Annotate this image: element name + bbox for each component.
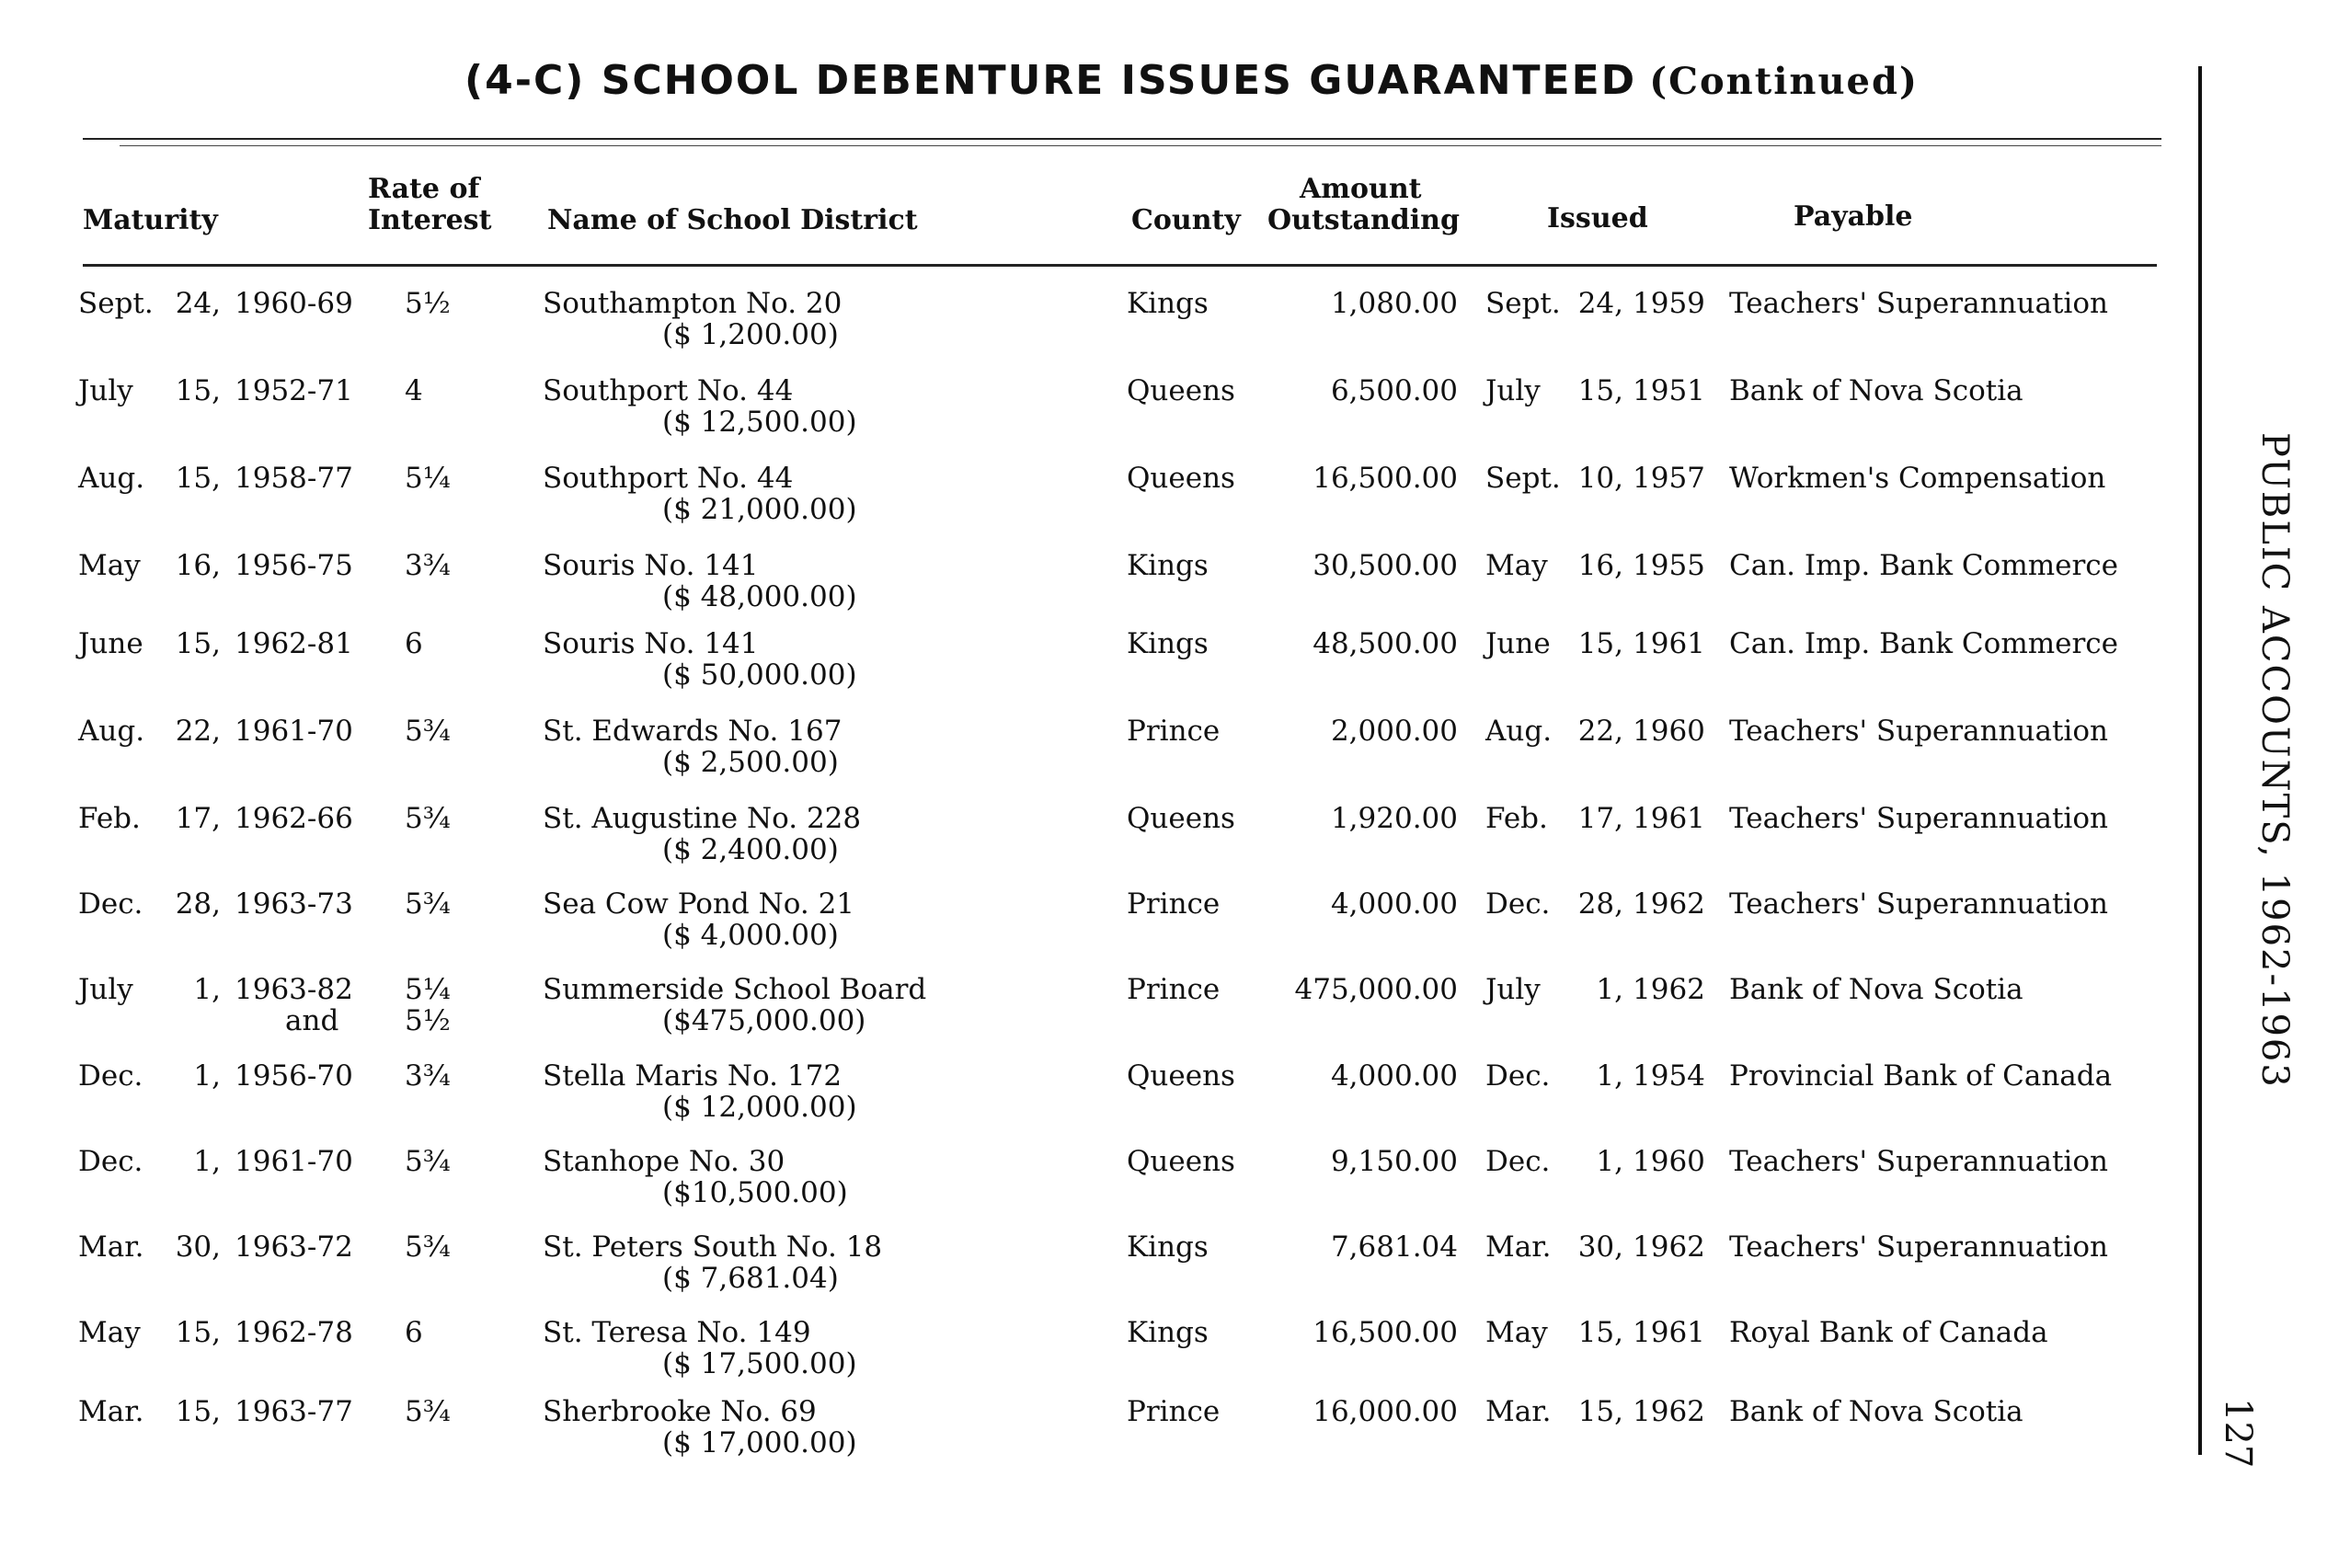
issued-year: 1954 [1633,1059,1705,1093]
issued-month: Aug. [1485,715,1553,748]
original-issue-amount: ($ 12,500.00) [662,406,857,439]
header-rate-line2: Interest [368,204,492,236]
issued-month: Dec. [1485,1145,1551,1178]
table-header [0,170,2189,244]
county: Kings [1127,1316,1209,1349]
title-suffix: (Continued) [1649,60,1919,103]
header-issued: Issued [1547,202,1648,235]
amount-outstanding: 4,000.00 [1330,887,1458,921]
maturity-years: 1961-70 [235,715,353,748]
maturity-years: 1956-75 [235,549,353,582]
rate-of-interest: 5¾ [405,887,451,921]
issued-month: Mar. [1485,1230,1552,1264]
issued-year: 1959 [1633,287,1705,320]
payable: Bank of Nova Scotia [1729,1395,2023,1428]
maturity-day: 15, [175,462,221,495]
payable: Teachers' Superannuation [1729,802,2108,835]
school-district-name: St. Teresa No. 149 [543,1316,811,1349]
title-text: (4-C) SCHOOL DEBENTURE ISSUES GUARANTEED [464,57,1637,104]
rate-of-interest: 5¼ [405,973,451,1006]
issued-day: 15, [1577,374,1623,407]
school-district-name: Summerside School Board [543,973,927,1006]
maturity-month: Dec. [78,887,143,921]
issued-month: May [1485,549,1548,582]
school-district-name: St. Peters South No. 18 [543,1230,883,1264]
side-title: PUBLIC ACCOUNTS, 1962-1963 [2253,432,2296,1089]
issued-month: June [1485,627,1551,660]
issued-month: Dec. [1485,1059,1551,1093]
issued-day: 1, [1596,973,1623,1006]
school-district-name: Stella Maris No. 172 [543,1059,843,1093]
table-row [0,962,2189,1045]
issued-year: 1951 [1633,374,1705,407]
issued-year: 1962 [1633,887,1705,921]
maturity-years: 1962-81 [235,627,353,660]
maturity-month: Dec. [78,1145,143,1178]
school-district-name: Sea Cow Pond No. 21 [543,887,855,921]
school-district-name: Southampton No. 20 [543,287,843,320]
maturity-years: 1961-70 [235,1145,353,1178]
maturity-years: 1962-66 [235,802,353,835]
amount-outstanding: 4,000.00 [1330,1059,1458,1093]
amount-outstanding: 16,000.00 [1313,1395,1458,1428]
amount-outstanding: 2,000.00 [1330,715,1458,748]
rate-of-interest: 3¾ [405,1059,451,1093]
county: Prince [1127,887,1221,921]
maturity-month: Mar. [78,1230,144,1264]
payable: Teachers' Superannuation [1729,1145,2108,1178]
payable: Can. Imp. Bank Commerce [1729,549,2118,582]
maturity-years: 1963-82 [235,973,353,1006]
maturity-day: 22, [175,715,221,748]
original-issue-amount: ($ 48,000.00) [662,580,857,613]
issued-month: Sept. [1485,462,1561,495]
county: Kings [1127,549,1209,582]
maturity-years: 1952-71 [235,374,353,407]
payable: Royal Bank of Canada [1729,1316,2048,1349]
maturity-month: Feb. [78,802,141,835]
maturity-years: 1958-77 [235,462,353,495]
maturity-month: Mar. [78,1395,144,1428]
maturity-day: 16, [175,549,221,582]
original-issue-amount: ($ 7,681.04) [662,1262,839,1295]
maturity-day: 1, [193,1059,221,1093]
county: Queens [1127,374,1235,407]
issued-year: 1962 [1633,973,1705,1006]
rate-of-interest: 3¾ [405,549,451,582]
original-issue-amount: ($ 2,400.00) [662,833,839,866]
issued-day: 24, [1577,287,1623,320]
page-number: 127 [2217,1398,2259,1469]
payable: Bank of Nova Scotia [1729,973,2023,1006]
county: Prince [1127,715,1221,748]
rate-of-interest: 5¼ [405,462,451,495]
rate-of-interest: 5¾ [405,1145,451,1178]
original-issue-amount: ($10,500.00) [662,1176,848,1209]
school-district-name: Souris No. 141 [543,549,759,582]
issued-year: 1961 [1633,802,1705,835]
rate-of-interest-second: 5½ [405,1004,451,1037]
table-row [0,704,2189,786]
issued-month: Dec. [1485,887,1551,921]
issued-day: 15, [1577,1316,1623,1349]
amount-outstanding: 30,500.00 [1313,549,1458,582]
maturity-day: 15, [175,374,221,407]
maturity-day: 30, [175,1230,221,1264]
county: Queens [1127,1059,1235,1093]
payable: Bank of Nova Scotia [1729,374,2023,407]
table-row [0,1219,2189,1302]
county: Kings [1127,287,1209,320]
issued-year: 1957 [1633,462,1705,495]
payable: Teachers' Superannuation [1729,1230,2108,1264]
payable: Workmen's Compensation [1729,462,2106,495]
table-row [0,451,2189,533]
original-issue-amount: ($ 17,500.00) [662,1347,857,1380]
maturity-years: 1963-77 [235,1395,353,1428]
amount-outstanding: 1,920.00 [1330,802,1458,835]
school-district-name: Southport No. 44 [543,374,794,407]
maturity-day: 15, [175,1316,221,1349]
header-rule [83,264,2157,267]
payable: Teachers' Superannuation [1729,715,2108,748]
county: Queens [1127,1145,1235,1178]
rate-of-interest: 5¾ [405,1230,451,1264]
header-school-district: Name of School District [547,204,918,236]
school-district-name: Souris No. 141 [543,627,759,660]
original-issue-amount: ($ 21,000.00) [662,493,857,526]
page-title [464,57,1919,104]
issued-month: July [1485,374,1541,407]
issued-month: Mar. [1485,1395,1552,1428]
payable: Teachers' Superannuation [1729,887,2108,921]
county: Prince [1127,1395,1221,1428]
table-row [0,876,2189,959]
issued-day: 10, [1577,462,1623,495]
maturity-month: June [78,627,143,660]
amount-outstanding: 475,000.00 [1294,973,1458,1006]
issued-year: 1961 [1633,627,1705,660]
maturity-extra: and [285,1004,339,1037]
maturity-day: 1, [193,973,221,1006]
issued-day: 1, [1596,1059,1623,1093]
school-district-name: St. Augustine No. 228 [543,802,862,835]
issued-year: 1960 [1633,1145,1705,1178]
maturity-day: 24, [175,287,221,320]
original-issue-amount: ($ 2,500.00) [662,746,839,779]
maturity-years: 1963-72 [235,1230,353,1264]
title-rule-top [83,138,2161,140]
payable: Can. Imp. Bank Commerce [1729,627,2118,660]
county: Queens [1127,462,1235,495]
table-row [0,1384,2189,1467]
amount-outstanding: 9,150.00 [1330,1145,1458,1178]
maturity-month: Dec. [78,1059,143,1093]
table-row [0,616,2189,699]
table-row [0,1305,2189,1388]
school-district-name: St. Edwards No. 167 [543,715,843,748]
header-amount-line2: Outstanding [1267,204,1460,236]
issued-day: 22, [1577,715,1623,748]
issued-day: 15, [1577,1395,1623,1428]
issued-month: May [1485,1316,1548,1349]
original-issue-amount: ($ 17,000.00) [662,1426,857,1459]
maturity-day: 1, [193,1145,221,1178]
issued-day: 15, [1577,627,1623,660]
maturity-month: July [78,973,133,1006]
amount-outstanding: 6,500.00 [1330,374,1458,407]
rate-of-interest: 5¾ [405,1395,451,1428]
amount-outstanding: 1,080.00 [1330,287,1458,320]
maturity-month: Sept. [78,287,154,320]
school-district-name: Stanhope No. 30 [543,1145,785,1178]
amount-outstanding: 16,500.00 [1313,462,1458,495]
rate-of-interest: 5¾ [405,715,451,748]
county: Queens [1127,802,1235,835]
maturity-day: 15, [175,1395,221,1428]
header-amount-line1: Amount [1300,173,1422,205]
amount-outstanding: 7,681.04 [1330,1230,1458,1264]
issued-year: 1962 [1633,1230,1705,1264]
maturity-day: 15, [175,627,221,660]
table-row [0,363,2189,446]
maturity-day: 17, [175,802,221,835]
maturity-month: Aug. [78,715,145,748]
county: Kings [1127,627,1209,660]
maturity-month: July [78,374,133,407]
original-issue-amount: ($ 1,200.00) [662,318,839,351]
header-maturity: Maturity [83,204,218,236]
title-rule-bottom [120,145,2161,146]
original-issue-amount: ($475,000.00) [662,1004,866,1037]
maturity-day: 28, [175,887,221,921]
original-issue-amount: ($ 50,000.00) [662,658,857,692]
maturity-month: May [78,549,141,582]
issued-year: 1961 [1633,1316,1705,1349]
county: Prince [1127,973,1221,1006]
maturity-years: 1963-73 [235,887,353,921]
issued-month: July [1485,973,1541,1006]
header-rate-line1: Rate of [368,173,480,205]
issued-day: 17, [1577,802,1623,835]
maturity-month: May [78,1316,141,1349]
table-row [0,1048,2189,1131]
payable: Provincial Bank of Canada [1729,1059,2113,1093]
amount-outstanding: 48,500.00 [1313,627,1458,660]
table-row [0,1134,2189,1217]
rate-of-interest: 6 [405,1316,423,1349]
issued-year: 1955 [1633,549,1705,582]
issued-day: 16, [1577,549,1623,582]
rate-of-interest: 5½ [405,287,451,320]
issued-day: 30, [1577,1230,1623,1264]
maturity-years: 1960-69 [235,287,353,320]
header-payable: Payable [1794,200,1913,233]
county: Kings [1127,1230,1209,1264]
maturity-month: Aug. [78,462,145,495]
original-issue-amount: ($ 4,000.00) [662,919,839,952]
rate-of-interest: 6 [405,627,423,660]
issued-year: 1960 [1633,715,1705,748]
issued-day: 1, [1596,1145,1623,1178]
issued-year: 1962 [1633,1395,1705,1428]
header-county: County [1131,204,1241,236]
issued-day: 28, [1577,887,1623,921]
table-row [0,791,2189,874]
payable: Teachers' Superannuation [1729,287,2108,320]
maturity-years: 1962-78 [235,1316,353,1349]
rate-of-interest: 4 [405,374,423,407]
original-issue-amount: ($ 12,000.00) [662,1091,857,1124]
school-district-name: Sherbrooke No. 69 [543,1395,817,1428]
issued-month: Sept. [1485,287,1561,320]
issued-month: Feb. [1485,802,1548,835]
table-row [0,276,2189,359]
amount-outstanding: 16,500.00 [1313,1316,1458,1349]
rate-of-interest: 5¾ [405,802,451,835]
table-row [0,538,2189,621]
school-district-name: Southport No. 44 [543,462,794,495]
maturity-years: 1956-70 [235,1059,353,1093]
